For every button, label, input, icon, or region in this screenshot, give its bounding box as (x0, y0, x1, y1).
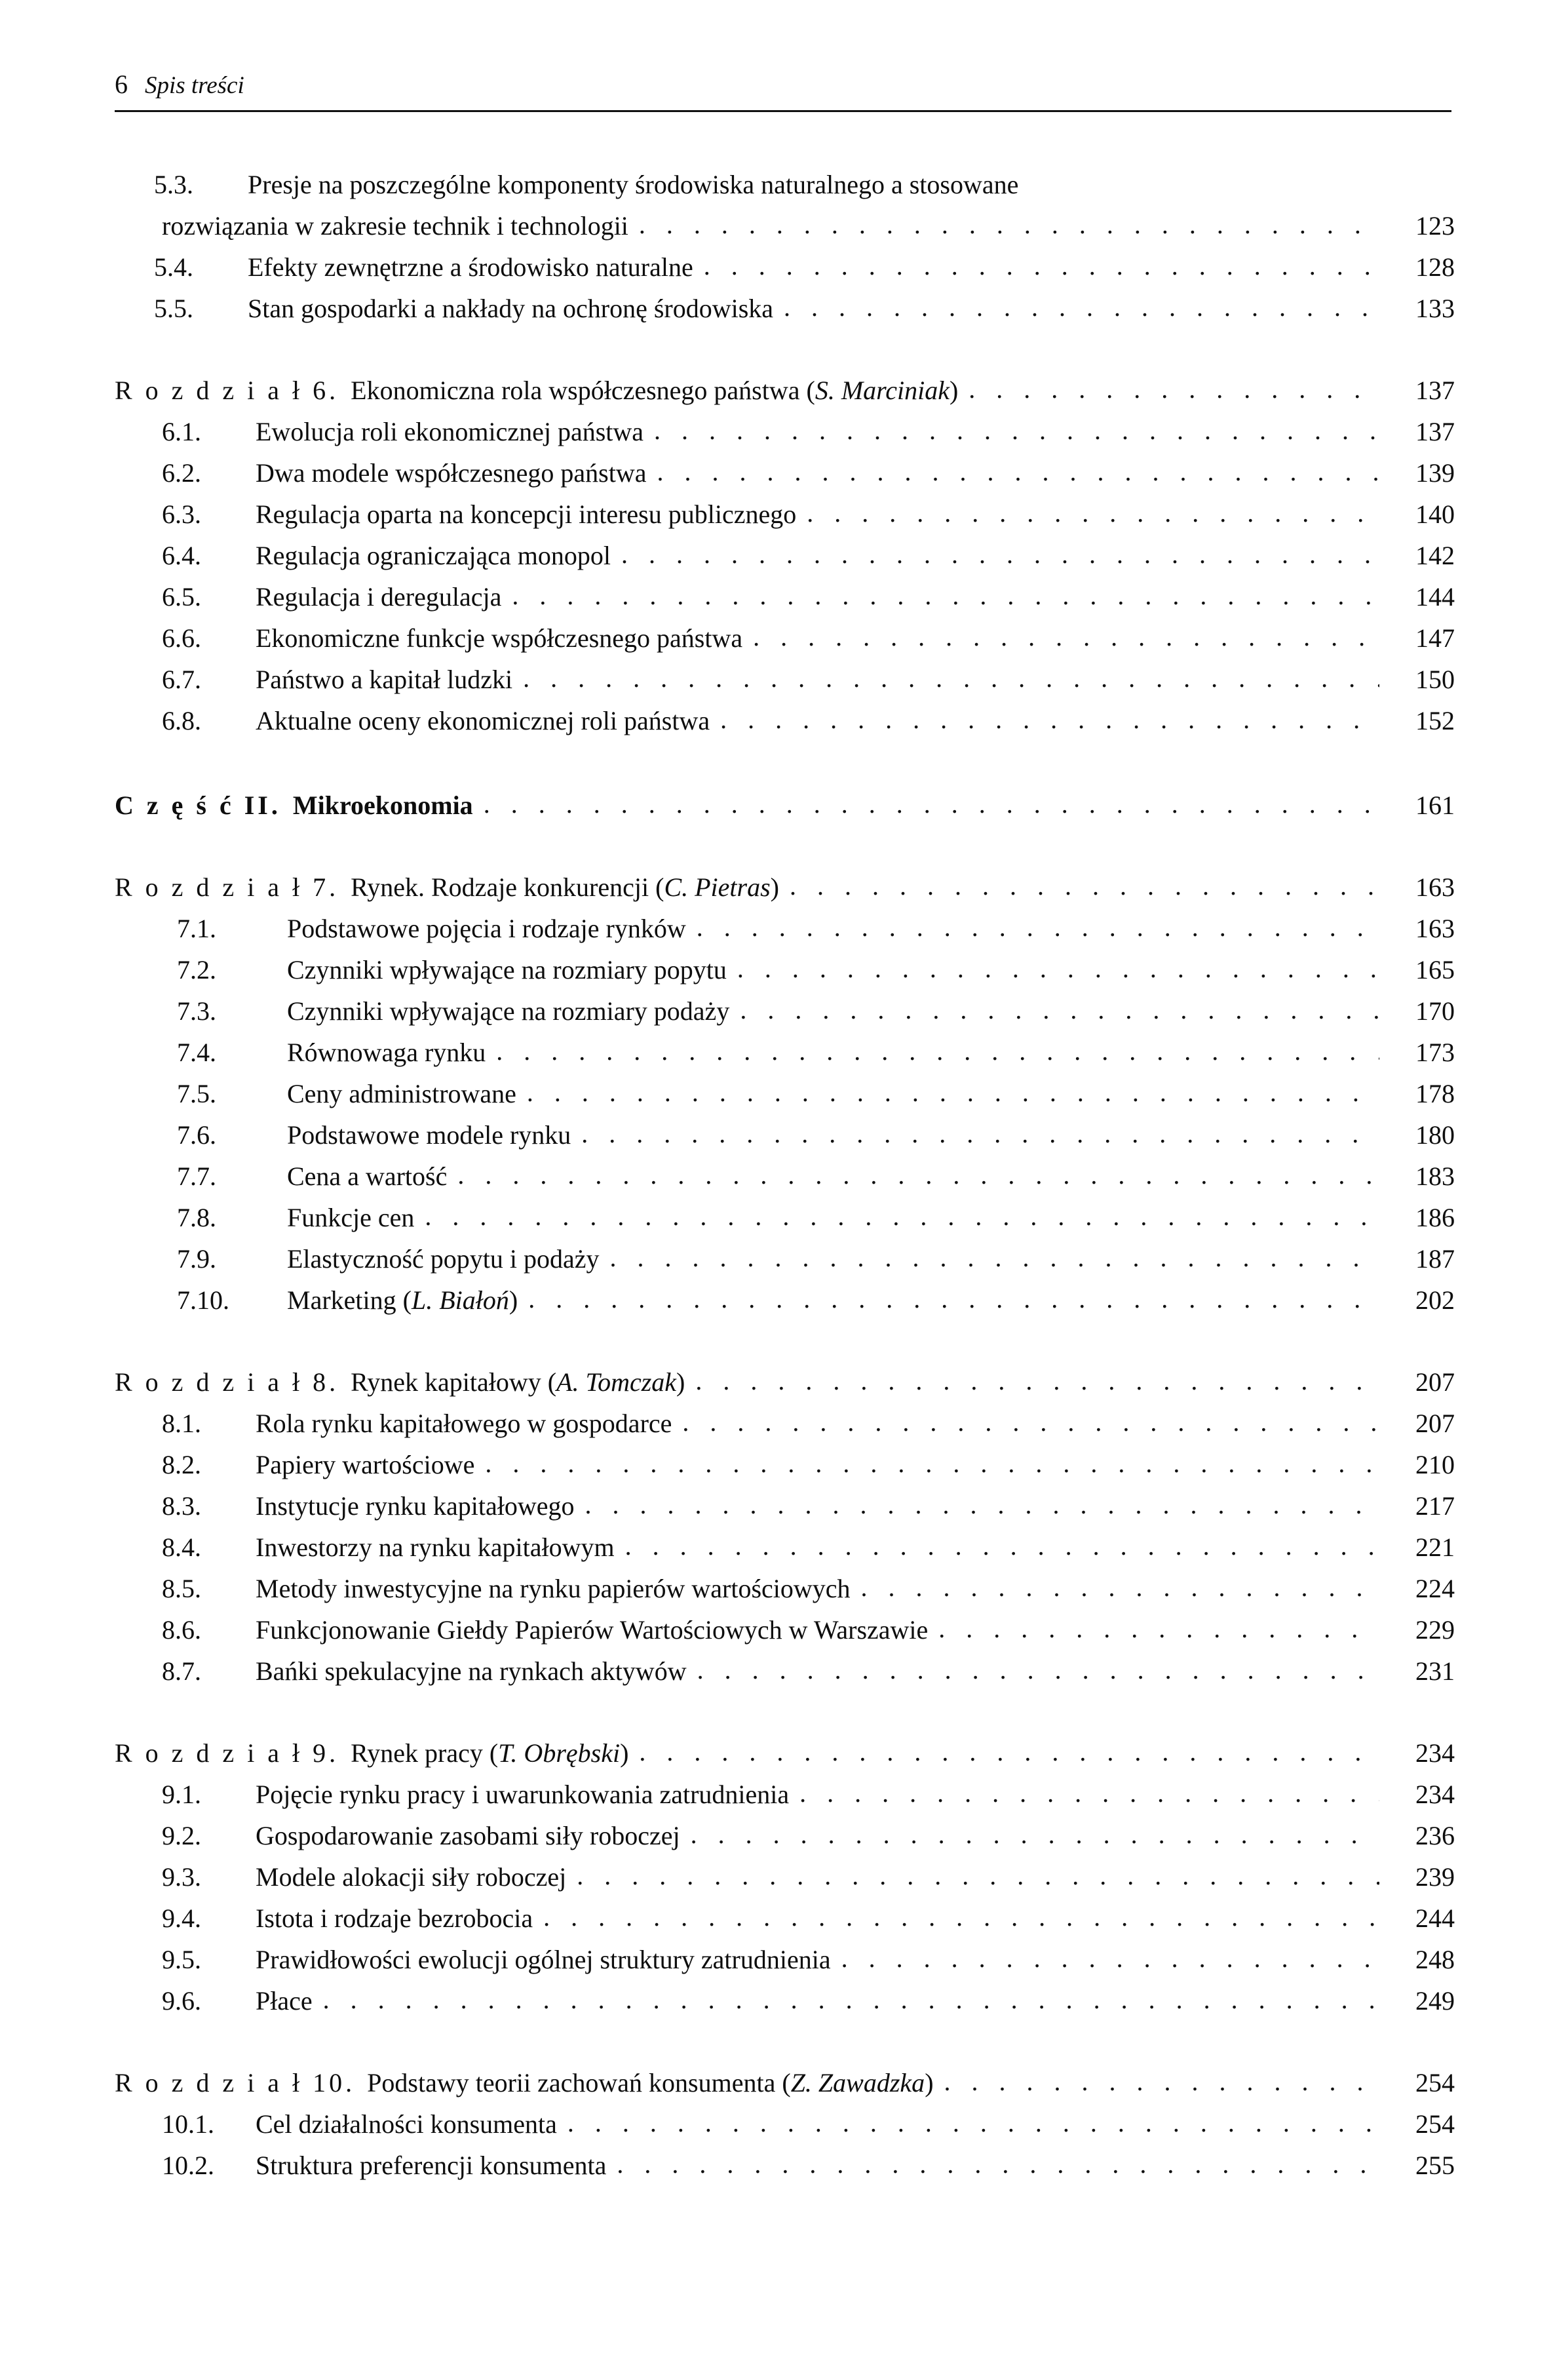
toc-entry-title: Prawidłowości ewolucji ogólnej struktury zatrudnienia (256, 1945, 831, 1974)
running-head (115, 69, 1448, 100)
toc-entry-title: Płace (256, 1986, 313, 2016)
toc-entry-title: Stan gospodarki a nakłady na ochronę środowiska (248, 294, 774, 323)
toc-leader-dots (697, 1657, 1379, 1683)
toc-entry-number: 6.3. (162, 499, 201, 529)
toc-entry-title: Gospodarowanie zasobami siły roboczej (256, 1821, 680, 1850)
toc-entry-page-number: 207 (1415, 1409, 1455, 1438)
toc-entry-page-number: 173 (1415, 1038, 1455, 1067)
toc-leader-dots (807, 500, 1379, 526)
toc-entry-title: Struktura preferencji konsumenta (256, 2151, 607, 2180)
toc-leader-dots (695, 1368, 1379, 1394)
toc-entry-title-suffix: ) (676, 1367, 685, 1397)
toc-entry-number: R o z d z i a ł 8. (115, 1367, 339, 1397)
toc-entry-page-number: 234 (1415, 1780, 1455, 1809)
toc-entry-title: Marketing ( (287, 1285, 412, 1315)
toc-leader-dots (657, 459, 1379, 485)
toc-entry[interactable] (115, 1122, 1455, 1163)
toc-entry[interactable] (115, 1246, 1455, 1287)
toc-entry[interactable] (115, 460, 1455, 501)
toc-leader-dots (753, 624, 1379, 650)
toc-entry-title: Instytucje rynku kapitałowego (256, 1491, 575, 1521)
toc-entry-title: Funkcje cen (287, 1203, 415, 1232)
toc-entry[interactable] (115, 1205, 1455, 1246)
toc-entry-page-number: 137 (1415, 376, 1455, 405)
toc-leader-dots (790, 873, 1379, 899)
toc-entry-title: Bańki spekulacyjne na rynkach aktywów (256, 1656, 687, 1686)
toc-leader-dots (938, 1616, 1379, 1642)
toc-entry[interactable] (115, 1163, 1455, 1205)
toc-entry-number: 8.2. (162, 1450, 201, 1479)
toc-entry-title: Rynek. Rodzaje konkurencji ( (351, 872, 664, 902)
toc-entry[interactable] (115, 957, 1455, 998)
toc-entry-number: R o z d z i a ł 9. (115, 1738, 339, 1768)
toc-entry-title: Inwestorzy na rynku kapitałowym (256, 1532, 615, 1562)
toc-entry-author: L. Białoń (411, 1285, 509, 1315)
toc-leader-dots (528, 1286, 1379, 1312)
toc-entry-page-number: 254 (1415, 2109, 1455, 2139)
toc-entry-number: 7.7. (177, 1161, 216, 1191)
section-gap (115, 1329, 1455, 1369)
toc-entry[interactable] (115, 708, 1455, 749)
toc-entry-title: Regulacja i deregulacja (256, 582, 502, 612)
toc-leader-dots (617, 2151, 1379, 2177)
toc-entry[interactable] (115, 1040, 1455, 1081)
toc-entry[interactable] (115, 874, 1455, 916)
toc-entry-page-number: 163 (1415, 914, 1455, 943)
toc-entry-title: Elastyczność popytu i podaży (287, 1244, 600, 1274)
toc-leader-dots (654, 418, 1379, 444)
toc-entry-page-number: 210 (1415, 1450, 1455, 1479)
toc-entry-number: 7.4. (177, 1038, 216, 1067)
toc-leader-dots (543, 1904, 1379, 1930)
toc-entry[interactable] (115, 501, 1455, 543)
toc-leader-dots (691, 1822, 1379, 1848)
toc-entry-page-number: 163 (1415, 872, 1455, 902)
toc-entry-page-number: 236 (1415, 1821, 1455, 1850)
toc-entry-title: Pojęcie rynku pracy i uwarunkowania zatrudnienia (256, 1780, 790, 1809)
toc-entry-title-suffix: ) (620, 1738, 629, 1768)
toc-entry-title-suffix: ) (949, 376, 959, 405)
toc-entry[interactable] (115, 916, 1455, 957)
toc-entry[interactable] (115, 584, 1455, 625)
toc-leader-dots (682, 1409, 1379, 1435)
toc-entry-title: Regulacja oparta na koncepcji interesu publicznego (256, 499, 797, 529)
toc-entry-page-number: 150 (1415, 665, 1455, 694)
toc-entry-number: 7.1. (177, 914, 216, 943)
toc-leader-dots (639, 212, 1379, 238)
toc-entry-number: 5.4. (154, 252, 193, 282)
toc-leader-dots (567, 2110, 1379, 2136)
toc-entry-title: Państwo a kapitał ludzki (256, 665, 513, 694)
toc-entry-page-number: 234 (1415, 1738, 1455, 1768)
toc-entry[interactable] (115, 1905, 1455, 1947)
toc-entry[interactable] (115, 1369, 1455, 1411)
toc-leader-dots (799, 1780, 1379, 1806)
toc-entry-number: 6.2. (162, 458, 201, 488)
toc-leader-dots (944, 2069, 1379, 2095)
toc-entry-number: 7.6. (177, 1120, 216, 1150)
toc-entry-number: C z ę ś ć II. (115, 790, 281, 820)
toc-entry-number: 6.5. (162, 582, 201, 612)
toc-entry-title: Dwa modele współczesnego państwa (256, 458, 647, 488)
toc-entry-number: R o z d z i a ł 7. (115, 872, 339, 902)
toc-entry-page-number: 229 (1415, 1615, 1455, 1645)
toc-entry-title: Czynniki wpływające na rozmiary popytu (287, 955, 727, 985)
toc-leader-dots (496, 1038, 1379, 1064)
toc-leader-dots (639, 1739, 1379, 1765)
toc-leader-dots (527, 1080, 1379, 1106)
toc-entry-page-number: 186 (1415, 1203, 1455, 1232)
toc-entry-number: 7.2. (177, 955, 216, 985)
toc-entry-number: R o z d z i a ł 6. (115, 376, 339, 405)
toc-entry[interactable] (115, 2070, 1455, 2111)
toc-entry[interactable] (115, 1576, 1455, 1617)
section-gap (115, 1700, 1455, 1740)
toc-entry-number: 8.4. (162, 1532, 201, 1562)
section-gap (115, 834, 1455, 874)
toc-entry-page-number: 170 (1415, 996, 1455, 1026)
toc-entry-title-suffix: ) (925, 2068, 934, 2097)
toc-entry-title: Rynek kapitałowy ( (351, 1367, 557, 1397)
toc-entry-author: A. Tomczak (556, 1367, 677, 1397)
toc-entry-page-number: 248 (1415, 1945, 1455, 1974)
toc-entry-page-number: 142 (1415, 541, 1455, 570)
toc-entry[interactable] (115, 1617, 1455, 1658)
section-gap (115, 2029, 1455, 2070)
toc-entry-title: Podstawy teorii zachowań konsumenta ( (367, 2068, 791, 2097)
toc-entry-page-number: 207 (1415, 1367, 1455, 1397)
toc-entry[interactable] (115, 1782, 1455, 1823)
toc-entry[interactable] (115, 1452, 1455, 1493)
toc-entry-page-number: 183 (1415, 1161, 1455, 1191)
toc-entry-number: 7.5. (177, 1079, 216, 1108)
toc-entry[interactable] (115, 792, 1455, 834)
toc-entry[interactable] (115, 1988, 1455, 2029)
toc-leader-dots (969, 376, 1379, 402)
toc-leader-dots (720, 707, 1379, 733)
toc-entry-page-number: 249 (1415, 1986, 1455, 2016)
toc-leader-dots (625, 1533, 1379, 1559)
toc-entry-author: C. Pietras (664, 872, 771, 902)
toc-entry[interactable] (115, 1947, 1455, 1988)
toc-entry-title: Cel działalności konsumenta (256, 2109, 557, 2139)
toc-leader-dots (581, 1121, 1379, 1147)
toc-entry-author: S. Marciniak (815, 376, 950, 405)
toc-entry-number: 9.3. (162, 1862, 201, 1892)
toc-entry-number: 7.8. (177, 1203, 216, 1232)
toc-entry[interactable] (115, 1534, 1455, 1576)
toc-entry-author: T. Obrębski (498, 1738, 621, 1768)
toc-entry-number: 6.1. (162, 417, 201, 446)
toc-leader-dots (577, 1863, 1379, 1889)
toc-entry-title: Papiery wartościowe (256, 1450, 475, 1479)
toc-entry-page-number: 139 (1415, 458, 1455, 488)
toc-entry-page-number: 137 (1415, 417, 1455, 446)
toc-entry-title: Ewolucja roli ekonomicznej państwa (256, 417, 644, 446)
toc-entry-page-number: 217 (1415, 1491, 1455, 1521)
toc-leader-dots (610, 1245, 1379, 1271)
toc-entry[interactable] (115, 2153, 1455, 2194)
toc-leader-dots (484, 791, 1379, 817)
toc-entry-page-number: 187 (1415, 1244, 1455, 1274)
toc-leader-dots (425, 1203, 1379, 1230)
toc-entry-title: Presje na poszczególne komponenty środowiska naturalnego a stosowane (248, 170, 1019, 199)
toc-entry-page-number: 123 (1415, 211, 1455, 241)
toc-entry[interactable] (115, 1411, 1455, 1452)
toc-entry-title-suffix: ) (509, 1285, 518, 1315)
toc-leader-dots (861, 1574, 1379, 1601)
toc-entry-title: Ceny administrowane (287, 1079, 516, 1108)
toc-entry-title: Ekonomiczna rola współczesnego państwa ( (351, 376, 815, 405)
toc-entry-page-number: 221 (1415, 1532, 1455, 1562)
toc-leader-dots (323, 1987, 1379, 2013)
toc-entry-page-number: 231 (1415, 1656, 1455, 1686)
toc-entry[interactable] (115, 254, 1455, 296)
toc-entry-page-number: 133 (1415, 294, 1455, 323)
toc-leader-dots (740, 997, 1379, 1023)
toc-entry-number: 8.5. (162, 1574, 201, 1603)
table-of-contents (115, 172, 1455, 2194)
toc-entry-number: 8.7. (162, 1656, 201, 1686)
toc-entry-number: 9.2. (162, 1821, 201, 1850)
toc-entry-title: Rola rynku kapitałowego w gospodarce (256, 1409, 672, 1438)
toc-entry-title: Czynniki wpływające na rozmiary podaży (287, 996, 730, 1026)
toc-entry-number: 6.7. (162, 665, 201, 694)
toc-entry-page-number: 202 (1415, 1285, 1455, 1315)
toc-entry-title: Metody inwestycyjne na rynku papierów wartościowych (256, 1574, 851, 1603)
toc-entry-page-number: 254 (1415, 2068, 1455, 2097)
toc-entry-page-number: 165 (1415, 955, 1455, 985)
toc-entry-page-number: 244 (1415, 1903, 1455, 1933)
toc-leader-dots (621, 541, 1379, 568)
toc-leader-dots (585, 1492, 1379, 1518)
toc-entry-author: Z. Zawadzka (790, 2068, 925, 2097)
toc-entry[interactable] (115, 213, 1455, 254)
toc-entry-page-number: 152 (1415, 706, 1455, 735)
toc-entry-number: 10.2. (162, 2151, 214, 2180)
toc-entry-title: Cena a wartość (287, 1161, 448, 1191)
toc-entry-title: Efekty zewnętrzne a środowisko naturalne (248, 252, 693, 282)
toc-entry-number: 6.6. (162, 623, 201, 653)
toc-entry-title: Podstawowe pojęcia i rodzaje rynków (287, 914, 686, 943)
toc-entry-title: Podstawowe modele rynku (287, 1120, 571, 1150)
toc-entry-page-number: 224 (1415, 1574, 1455, 1603)
toc-entry-title: Modele alokacji siły roboczej (256, 1862, 567, 1892)
section-gap (115, 337, 1455, 378)
toc-entry-page-number: 178 (1415, 1079, 1455, 1108)
toc-entry-number: 8.6. (162, 1615, 201, 1645)
toc-leader-dots (841, 1945, 1379, 1972)
toc-entry[interactable] (115, 1493, 1455, 1534)
toc-entry-page-number: 128 (1415, 252, 1455, 282)
toc-leader-dots (457, 1162, 1379, 1188)
toc-entry-number: 7.9. (177, 1244, 216, 1274)
toc-entry[interactable] (115, 667, 1455, 708)
toc-entry-number: 6.4. (162, 541, 201, 570)
toc-entry[interactable] (115, 2111, 1455, 2153)
toc-entry[interactable] (115, 1081, 1455, 1122)
toc-leader-dots (697, 914, 1379, 941)
toc-entry-page-number: 144 (1415, 582, 1455, 612)
toc-entry-page-number: 147 (1415, 623, 1455, 653)
toc-entry[interactable] (115, 1740, 1455, 1782)
toc-entry-title: Aktualne oceny ekonomicznej roli państwa (256, 706, 710, 735)
toc-leader-dots (784, 294, 1379, 321)
toc-entry[interactable] (115, 419, 1455, 460)
toc-entry-title-suffix: ) (770, 872, 779, 902)
toc-entry-number: 9.6. (162, 1986, 201, 2016)
toc-entry-title: Regulacja ograniczająca monopol (256, 541, 611, 570)
toc-entry[interactable] (115, 1864, 1455, 1905)
toc-entry[interactable] (115, 1287, 1455, 1329)
toc-entry-title: Funkcjonowanie Giełdy Papierów Wartościowych w Warszawie (256, 1615, 929, 1645)
running-head-title: Spis treści (145, 72, 244, 99)
toc-entry-page-number: 161 (1415, 790, 1455, 820)
toc-leader-dots (523, 665, 1379, 692)
toc-entry[interactable] (115, 543, 1455, 584)
toc-entry-page-number: 255 (1415, 2151, 1455, 2180)
header-rule (115, 110, 1451, 112)
toc-entry-title: Istota i rodzaje bezrobocia (256, 1903, 533, 1933)
toc-entry-page-number: 239 (1415, 1862, 1455, 1892)
section-gap (115, 749, 1455, 792)
toc-entry-number: 7.3. (177, 996, 216, 1026)
toc-entry[interactable] (115, 998, 1455, 1040)
toc-entry[interactable] (115, 1658, 1455, 1700)
page-folio: 6 (115, 69, 128, 99)
toc-leader-dots (737, 956, 1379, 982)
toc-entry-title: Mikroekonomia (292, 790, 473, 820)
toc-leader-dots (485, 1451, 1379, 1477)
toc-entry-number: 10.1. (162, 2109, 214, 2139)
toc-entry-number: R o z d z i a ł 10. (115, 2068, 356, 2097)
toc-entry[interactable] (115, 378, 1455, 419)
toc-leader-dots (704, 253, 1379, 279)
toc-entry-title: rozwiązania w zakresie technik i technologii (162, 211, 628, 241)
toc-entry-page-number: 180 (1415, 1120, 1455, 1150)
toc-entry-number: 8.1. (162, 1409, 201, 1438)
toc-entry-number: 9.1. (162, 1780, 201, 1809)
toc-entry[interactable] (115, 172, 1455, 213)
toc-entry-number: 9.4. (162, 1903, 201, 1933)
toc-entry-title: Ekonomiczne funkcje współczesnego państwa (256, 623, 743, 653)
toc-entry-number: 9.5. (162, 1945, 201, 1974)
toc-entry[interactable] (115, 625, 1455, 667)
toc-entry-page-number: 140 (1415, 499, 1455, 529)
toc-entry[interactable] (115, 1823, 1455, 1864)
toc-entry-title: Rynek pracy ( (351, 1738, 499, 1768)
toc-entry-title: Równowaga rynku (287, 1038, 486, 1067)
toc-entry[interactable] (115, 296, 1455, 337)
toc-entry-number: 5.5. (154, 294, 193, 323)
toc-entry-number: 7.10. (177, 1285, 229, 1315)
toc-entry-number: 5.3. (154, 170, 193, 199)
toc-entry-number: 6.8. (162, 706, 201, 735)
toc-entry-number: 8.3. (162, 1491, 201, 1521)
toc-leader-dots (512, 583, 1379, 609)
